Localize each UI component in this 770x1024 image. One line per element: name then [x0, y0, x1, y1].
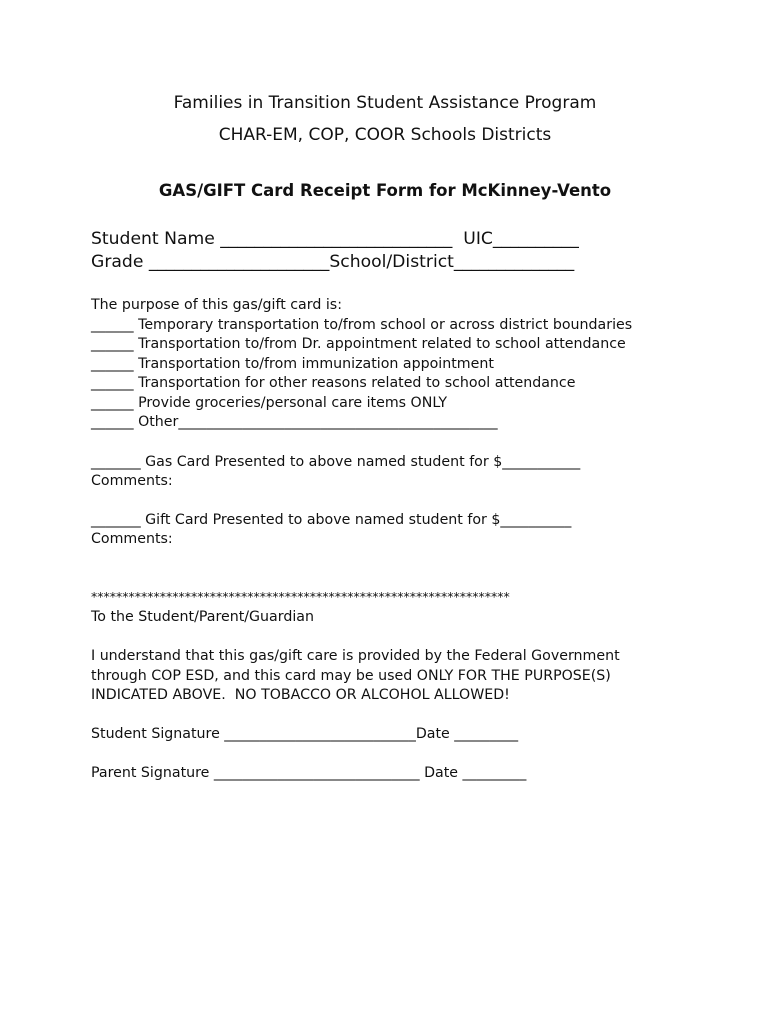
program-title: Families in Transition Student Assistance Program — [173, 93, 597, 113]
student-signature-field[interactable]: Student Signature ___________________________Date _________ — [91, 726, 519, 742]
acknowledgement-line-1: I understand that this gas/gift care is provided by the Federal Government — [91, 648, 620, 664]
grade-school-district-field[interactable]: Grade _____________________School/District______________ — [91, 252, 575, 272]
purpose-option-groceries[interactable]: ______ Provide groceries/personal care items ONLY — [91, 395, 448, 411]
districts-subtitle: CHAR-EM, COP, COOR Schools Districts — [218, 125, 552, 145]
purpose-intro: The purpose of this gas/gift card is: — [91, 297, 342, 313]
gas-card-comments-label: Comments: — [91, 473, 173, 489]
purpose-option-dr-appointment[interactable]: ______ Transportation to/from Dr. appointment related to school attendance — [91, 336, 626, 352]
gift-card-comments-label: Comments: — [91, 531, 173, 547]
student-name-uic-field[interactable]: Student Name ___________________________ UIC__________ — [91, 229, 579, 249]
acknowledgement-line-3: INDICATED ABOVE. NO TOBACCO OR ALCOHOL ALLOWED! — [91, 687, 510, 703]
form-title: GAS/GIFT Card Receipt Form for McKinney-Vento — [158, 181, 612, 200]
purpose-option-other[interactable]: ______ Other_____________________________________________ — [91, 414, 498, 430]
acknowledgement-line-2: through COP ESD, and this card may be used ONLY FOR THE PURPOSE(S) — [91, 668, 611, 684]
acknowledgement-recipient: To the Student/Parent/Guardian — [91, 609, 314, 625]
gift-card-line[interactable]: _______ Gift Card Presented to above named student for $__________ — [91, 512, 572, 528]
purpose-option-other-school-reasons[interactable]: ______ Transportation for other reasons related to school attendance — [91, 375, 576, 391]
gas-card-line[interactable]: _______ Gas Card Presented to above named student for $___________ — [91, 454, 581, 470]
purpose-option-immunization[interactable]: ______ Transportation to/from immunization appointment — [91, 356, 494, 372]
parent-signature-field[interactable]: Parent Signature _____________________________ Date _________ — [91, 765, 527, 781]
asterisk-separator: ******************************************************************* — [91, 589, 510, 604]
purpose-option-temporary-transportation[interactable]: ______ Temporary transportation to/from school or across district boundaries — [91, 317, 633, 333]
